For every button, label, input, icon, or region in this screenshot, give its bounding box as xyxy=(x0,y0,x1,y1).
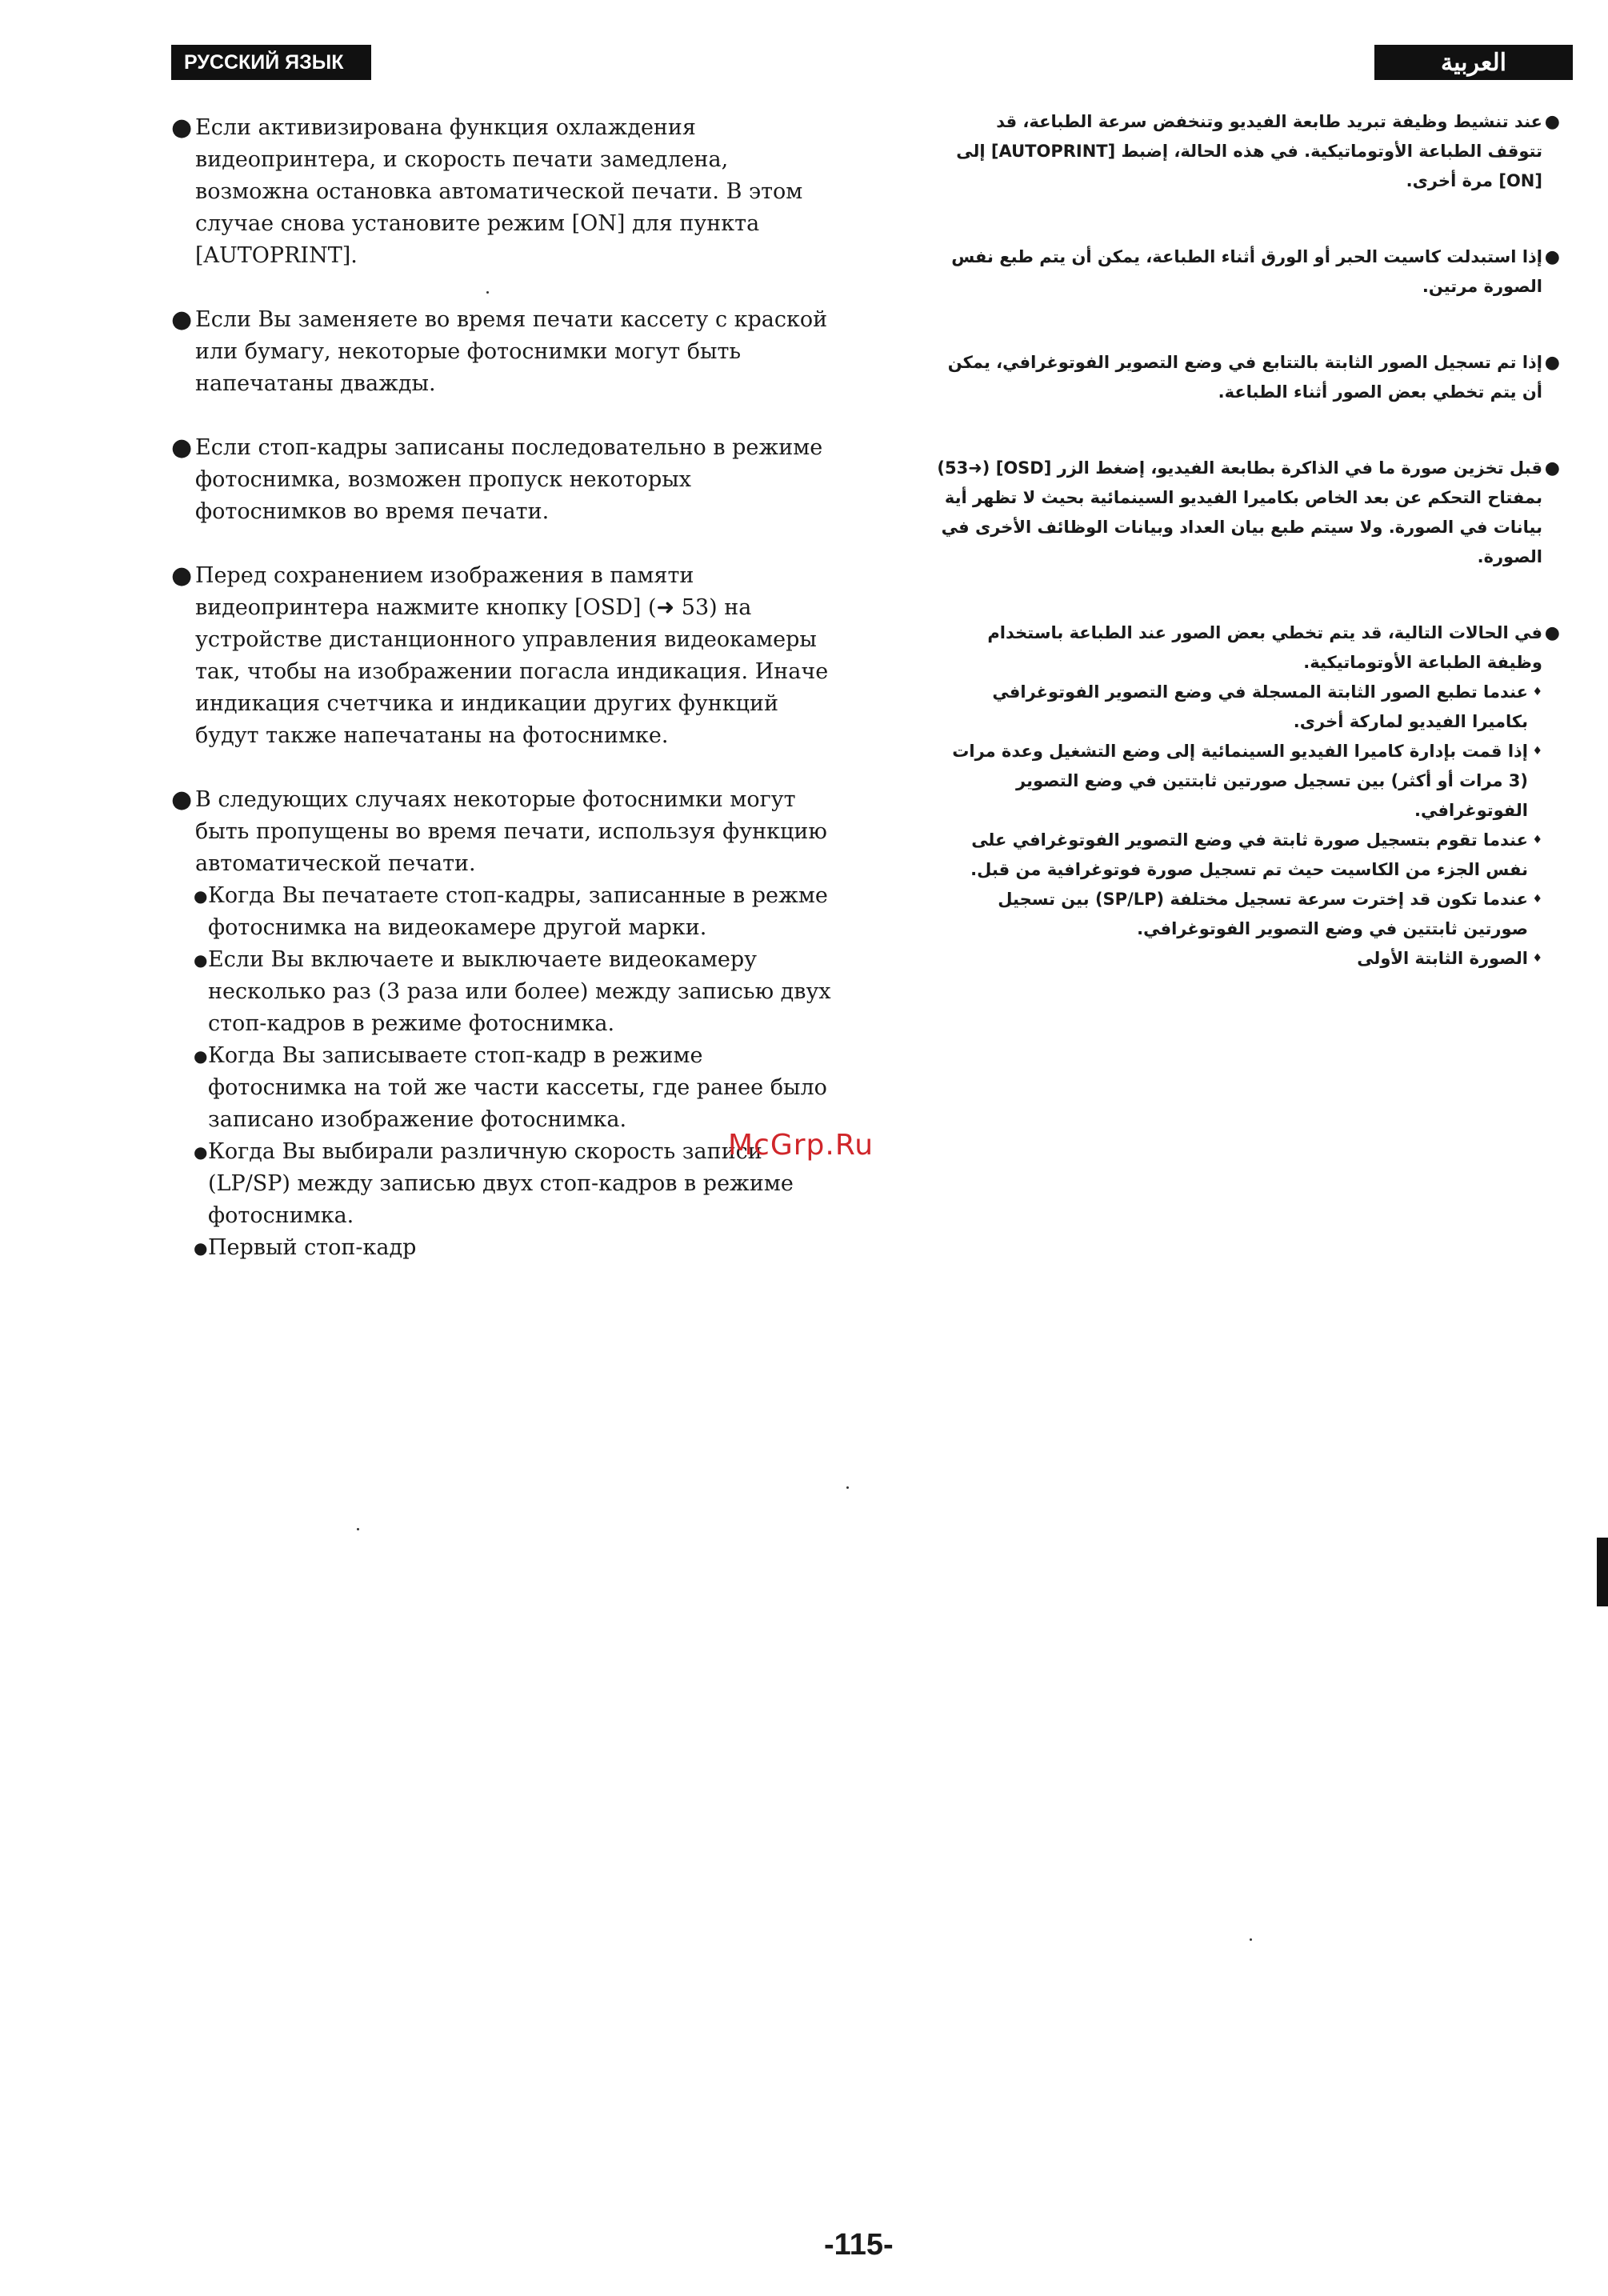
bullet-icon: ● xyxy=(1544,353,1560,373)
arabic-column xyxy=(936,107,1560,974)
ru-sub-text: Если Вы включаете и выключаете видеокамеру несколько раз (3 раза или более) между записью двух стоп-кадров в режиме фотоснимка. xyxy=(208,947,831,1036)
diamond-bullet-icon: ♦ xyxy=(1532,952,1542,965)
ru-sub-text: Когда Вы записываете стоп-кадр в режиме фотоснимка на той же части кассеты, где ранее было записано изображение фотоснимка. xyxy=(208,1043,827,1132)
bullet-icon: ● xyxy=(1544,112,1560,132)
ru-paragraph-2 xyxy=(171,304,835,400)
bullet-icon: ● xyxy=(171,434,193,462)
page-edge-marker xyxy=(1597,1538,1608,1606)
ru-paragraph-4 xyxy=(171,560,835,752)
ar-sub-text: عندما تقوم بتسجيل صورة ثابتة في وضع التصوير الفوتوغرافي على نفس الجزء من الكاسيت حيث تم تسجيل صورة فوتوغرافية من قبل. xyxy=(970,830,1528,879)
ru-sub-item xyxy=(171,1232,835,1264)
page-number: -115- xyxy=(824,2228,894,2262)
small-bullet-icon: ● xyxy=(194,886,208,906)
small-bullet-icon: ● xyxy=(194,1142,208,1162)
ru-sub-item xyxy=(171,944,835,1040)
diamond-bullet-icon: ♦ xyxy=(1532,893,1542,906)
ar-p3-text: إذا تم تسجيل الصور الثابتة بالتتابع في وضع التصوير الفوتوغرافي، يمكن أن يتم تخطي بعض الصور أثناء الطباعة. xyxy=(947,353,1542,402)
ar-sub-text: الصورة الثابتة الأولى xyxy=(1357,949,1528,968)
bullet-icon: ● xyxy=(171,786,193,814)
ru-sub-text: Когда Вы печатаете стоп-кадры, записанные в режме фотоснимка на видеокамере другой марки. xyxy=(208,883,828,940)
ar-p5-text: في الحالات التالية، قد يتم تخطي بعض الصور عند الطباعة باستخدام وظيفة الطباعة الأوتوماتيكية. xyxy=(987,623,1542,672)
bullet-icon: ● xyxy=(1544,458,1560,478)
bullet-icon: ● xyxy=(171,562,193,590)
ar-p2-text: إذا استبدلت كاسيت الحبر أو الورق أثناء الطباعة، يمكن أن يتم طبع نفس الصورة مرتين. xyxy=(951,247,1542,296)
ru-paragraph-5 xyxy=(171,784,835,880)
ar-paragraph-3 xyxy=(936,348,1560,407)
ru-p1-text: Если активизирована функция охлаждения видеопринтера, и скорость печати замедлена, возможна остановка автоматической печати. В этом случае снова установите режим [ON] для пункта [AUTOPRINT]. xyxy=(195,115,803,268)
ru-paragraph-1 xyxy=(171,112,835,272)
ar-paragraph-1 xyxy=(936,107,1560,196)
russian-language-tab: РУССКИЙ ЯЗЫК xyxy=(171,45,371,80)
ar-paragraph-4 xyxy=(936,454,1560,572)
ar-sub-item xyxy=(936,737,1560,826)
diamond-bullet-icon: ♦ xyxy=(1532,745,1542,758)
ar-sub-item xyxy=(936,944,1560,974)
ru-sub-item xyxy=(171,880,835,944)
ru-p5-text: В следующих случаях некоторые фотоснимки могут быть пропущены во время печати, используя функцию автоматической печати. xyxy=(195,787,827,876)
ru-p2-text: Если Вы заменяете во время печати кассету с краской или бумагу, некоторые фотоснимки могут быть напечатаны дважды. xyxy=(195,307,828,396)
small-bullet-icon: ● xyxy=(194,1238,208,1258)
ru-paragraph-3 xyxy=(171,432,835,528)
ar-sub-item xyxy=(936,678,1560,737)
ar-sub-item xyxy=(936,885,1560,944)
ar-sub-text: إذا قمت بإدارة كاميرا الفيديو السينمائية إلى وضع التشغيل وعدة مرات (3 مرات أو أكثر) بين تسجيل صورتين ثابتتين في وضع التصوير الفوتوغرافي. xyxy=(952,742,1528,820)
ru-sub-text: Когда Вы выбирали различную скорость записи (LP/SP) между записью двух стоп-кадров в режиме фотоснимка. xyxy=(208,1139,794,1228)
ar-paragraph-5 xyxy=(936,618,1560,678)
small-bullet-icon: ● xyxy=(194,1046,208,1066)
bullet-icon: ● xyxy=(1544,247,1560,267)
ar-sub-text: عندما تطبع الصور الثابتة المسجلة في وضع التصوير الفوتوغرافي بكاميرا الفيديو لماركة أخرى. xyxy=(992,682,1528,731)
ar-p4-text: قبل تخزين صورة ما في الذاكرة بطابعة الفيديو، إضغط الزر [OSD] (➜53) بمفتاح التحكم عن بعد الخاص بكاميرا الفيديو السينمائية بحيث لا تظهر أية بيانات في الصورة. ولا سيتم طبع بيان العداد وبيانات الوظائف الأخرى في الصورة. xyxy=(937,458,1542,566)
scan-speck xyxy=(1250,1938,1252,1941)
ar-sub-item xyxy=(936,826,1560,885)
ru-sub-item xyxy=(171,1040,835,1136)
russian-column xyxy=(171,112,835,1264)
diamond-bullet-icon: ♦ xyxy=(1532,686,1542,698)
small-bullet-icon: ● xyxy=(194,950,208,970)
ar-paragraph-2 xyxy=(936,242,1560,302)
scan-speck xyxy=(357,1528,359,1530)
diamond-bullet-icon: ♦ xyxy=(1532,834,1542,846)
ru-p3-text: Если стоп-кадры записаны последовательно в режиме фотоснимка, возможен пропуск некоторых фотоснимков во время печати. xyxy=(195,435,823,524)
bullet-icon: ● xyxy=(171,114,193,142)
watermark-text: McGrp.Ru xyxy=(728,1129,874,1162)
ar-p1-text: عند تنشيط وظيفة تبريد طابعة الفيديو وتنخفض سرعة الطباعة، قد تتوقف الطباعة الأوتوماتيكية. في هذه الحالة، إضبط [AUTOPRINT] إلى [ON] مرة أخرى. xyxy=(956,112,1542,190)
ru-sub-text: Первый стоп-кадр xyxy=(208,1235,417,1260)
bullet-icon: ● xyxy=(171,306,193,334)
scan-speck xyxy=(486,291,489,294)
ru-p4-text: Перед сохранением изображения в памяти видеопринтера нажмите кнопку [OSD] (➜ 53) на устройстве дистанционного управления видеокамеры так, чтобы на изображении погасла индикация. Иначе индикация счетчика и индикации других функций будут также напечатаны на фотоснимке. xyxy=(195,563,829,748)
scan-speck xyxy=(846,1486,849,1489)
bullet-icon: ● xyxy=(1544,623,1560,643)
ar-sub-text: عندما تكون قد إخترت سرعة تسجيل مختلفة (SP/LP) بين تسجيل صورتين ثابتتين في وضع التصوير الفوتوغرافي. xyxy=(998,890,1528,938)
arabic-language-tab: العربية xyxy=(1374,45,1573,80)
